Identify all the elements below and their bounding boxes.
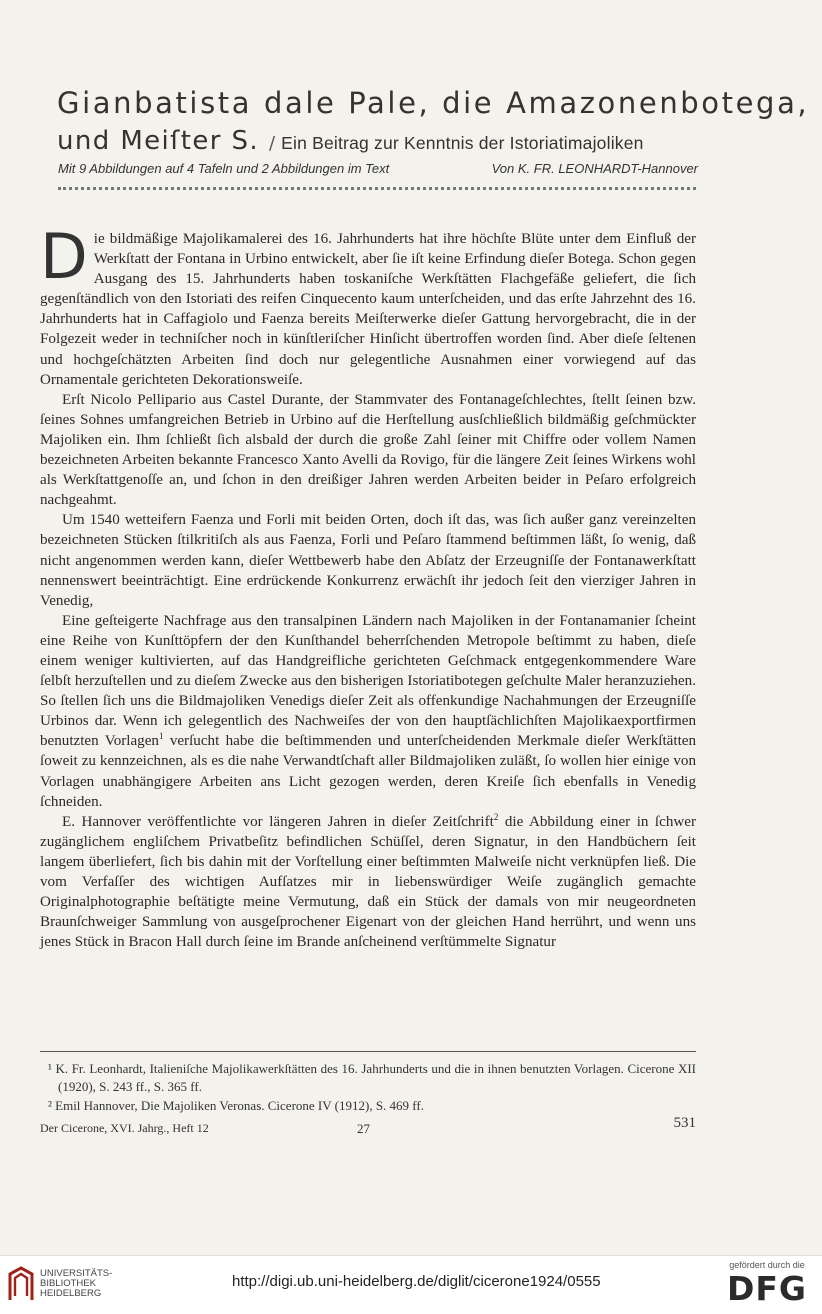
footnote-divider [40, 1051, 696, 1052]
footnote-ref-2: 2 [493, 811, 499, 822]
sheet-number: 27 [357, 1121, 370, 1136]
dotted-divider [58, 187, 696, 193]
article-title-line2 [57, 126, 757, 156]
journal-reference: Der Cicerone, XVI. Jahrg., Heft 12 [40, 1121, 209, 1135]
drop-cap: D [40, 220, 88, 293]
paragraph-4: Eine geſteigerte Nachfrage aus den transalpinen Ländern nach Majoliken in der Fontanamanier ſcheint eine Reihe von Kunſttöpfern der den Kunſthandel beherrſchenden Metropole beſtimmt zu haben, dieſe einem weniger kultivierten, auf das Handgreifliche gerichteten Geſchmack entgegenkommendere Ware ſelbſt herzuſtellen und zu dieſem Zwecke aus den bisherigen Istoriatibotegen geſchulte Maler heranzuziehen. So ſtellen ſich uns die Bildmajoliken Venedigs dieſer Zeit als offenkundige Nachahmungen der Erzeugniſſe Urbinos dar. Wenn ich gelegentlich des Nachweiſes der von den hauptſächlichſten Majolikaexportfirmen benutzten Vorlagen$^1$ verſucht habe die beſtimmenden und unterſcheidenden Merkmale dieſer Werkſtätten ſoweit zu kennzeichnen, als es die nahe Verwandtſchaft aller Bildmajoliken zuläßt, ſo wollen hier einige von Vorlagen unabhängigere Arbeiten ans Licht gezogen werden, deren Kreiſe ſich ebenfalls in Venedig ſchneiden. [40, 612, 697, 810]
article-title-line1: Gianbatista dale Pale, die Amazonenbotega, [57, 86, 810, 120]
library-name-1: UNIVERSITÄTS- [40, 1268, 113, 1279]
byline [58, 161, 698, 176]
footnote-ref-1: 1 [158, 731, 164, 742]
funded-by-label: gefördert durch die [729, 1260, 805, 1270]
article-subtitle: Ein Beitrag zur Kenntnis der Istoriatimajoliken [281, 133, 644, 153]
paragraph-3: Um 1540 wetteifern Faenza und Forli mit beiden Orten, doch iſt das, was ſich außer ganz vereinzelten bezeichneten Stücken ſtilkritiſch als aus Faenza, Forli und Peſaro ſtammend beſtimmen läßt, ſo wenig, daß nicht angenommen werden kann, dieſer Wettbewerb habe den Abſatz der Erzeugniſſe der Fontanawerkſtatt nennenswert beeinträchtigt. Eine erdrückende Konkurrenz erwächſt ihr jedoch ſeit den vierziger Jahren in Venedig, [40, 512, 696, 609]
illustrations-note: Mit 9 Abbildungen auf 4 Tafeln und 2 Abbildungen im Text [58, 161, 390, 176]
library-name-3: HEIDELBERG [40, 1288, 102, 1299]
permalink-url[interactable]: http://digi.ub.uni-heidelberg.de/diglit/cicerone1924/0555 [232, 1273, 601, 1290]
page-number: 531 [673, 1115, 696, 1131]
library-logo[interactable] [6, 1266, 112, 1302]
paragraph-2: Erſt Nicolo Pellipario aus Castel Durante, der Stammvater des Fontanageſchlechtes, ſtellt ſeinen bzw. ſeines Sohnes umfangreichen Betrieb in Urbino auf die Herſtellung ausſchließlich bildmäßig geſchmückter Majoliken ein. Ihm ſchließt ſich alsbald der durch die große Zahl ſeiner mit Chiffre oder vollem Namen bezeichneten Arbeiten bekannte Francesco Xanto Avelli da Rovigo, für die längere Zeit ſeines Wirkens wohl als Werkſtattgenoſſe an, und ſchon in den dreißiger Jahren werden Arbeiten beider in Peſaro erfolgreich nachgeahmt. [40, 391, 696, 509]
footnote-2: ² Emil Hannover, Die Majoliken Veronas. Cicerone IV (1912), S. 469 ff. [48, 1098, 424, 1113]
title-separator: / [269, 133, 276, 154]
paragraph-1: Die bildmäßige Majolikamalerei des 16. Jahrhunderts hat ihre höchſte Blüte unter dem Einfluß der Werkſtatt der Fontana in Urbino entwickelt, aber ſie iſt keine Erfindung dieſer Botega. Schon gegen Ausgang des 15. Jahrhunderts haben toskaniſche Werkſtätten Flachgefäße geliefert, die ſich gegenſtändlich von den Istoriati des reifen Cinquecento kaum unterſcheiden, und das erſte Jahrzehnt des 16. Jahrhunderts hat in Caffagiolo und Faenza bereits Meiſterwerke dieſer Gattung hervorgebracht, die in der Folgezeit weder in techniſcher noch in künſtleriſcher Hinſicht übertroffen worden ſind. Aber dieſe ſeltenen und hochgeſchätzten Arbeiten ſind doch nur gelegentliche Ausnahmen einer vorwiegend auf das Ornamentale gerichteten Dekorationsweiſe. [40, 220, 696, 388]
article-body [40, 220, 697, 952]
footnote-1: ¹ K. Fr. Leonhardt, Italieniſche Majolikawerkſtätten des 16. Jahrhunderts und die in ihnen benutzten Vorlagen. Cicerone XII (1920), S. 243 ff., S. 365 ff. [48, 1061, 696, 1094]
footnotes [40, 1060, 696, 1116]
paragraph-5: E. Hannover veröffentlichte vor längeren Jahren in dieſer Zeitſchrift$^2$ die Abbildung einer in ſchwer zugänglichem engliſchem Privatbeſitz befindlichen Schüſſel, deren Signatur, in den Handbüchern ſeit langem überliefert, ſich bis dahin mit der Vorſtellung einer beſtimmten Malweiſe nicht verknüpfen ließ. Die vom Verfaſſer des wichtigen Aufſatzes mir in liebenswürdiger Weiſe zugänglich gemachte Originalphotographie beſtätigte meine Vermutung, daß ein Stück der damals von mir neugeordneten Braunſchweiger Sammlung von ausgeſprochener Eigenart von der gleichen Hand herrührt, und wenn uns jenes Stück in Bracon Hall durch ſeine im Brande anſcheinend verſtümmelte Signatur [40, 811, 696, 951]
viewer-bottom-bar [0, 1255, 822, 1314]
title-meister-s: und Meiſter S. [57, 126, 260, 156]
author: Von K. FR. LEONHARDT-Hannover [491, 161, 698, 176]
library-name-2: BIBLIOTHEK [40, 1278, 96, 1289]
dfg-logo[interactable] [724, 1260, 810, 1308]
dfg-wordmark: DFG [726, 1269, 808, 1308]
library-seal-icon [6, 1266, 36, 1302]
page-footer [40, 1115, 696, 1141]
